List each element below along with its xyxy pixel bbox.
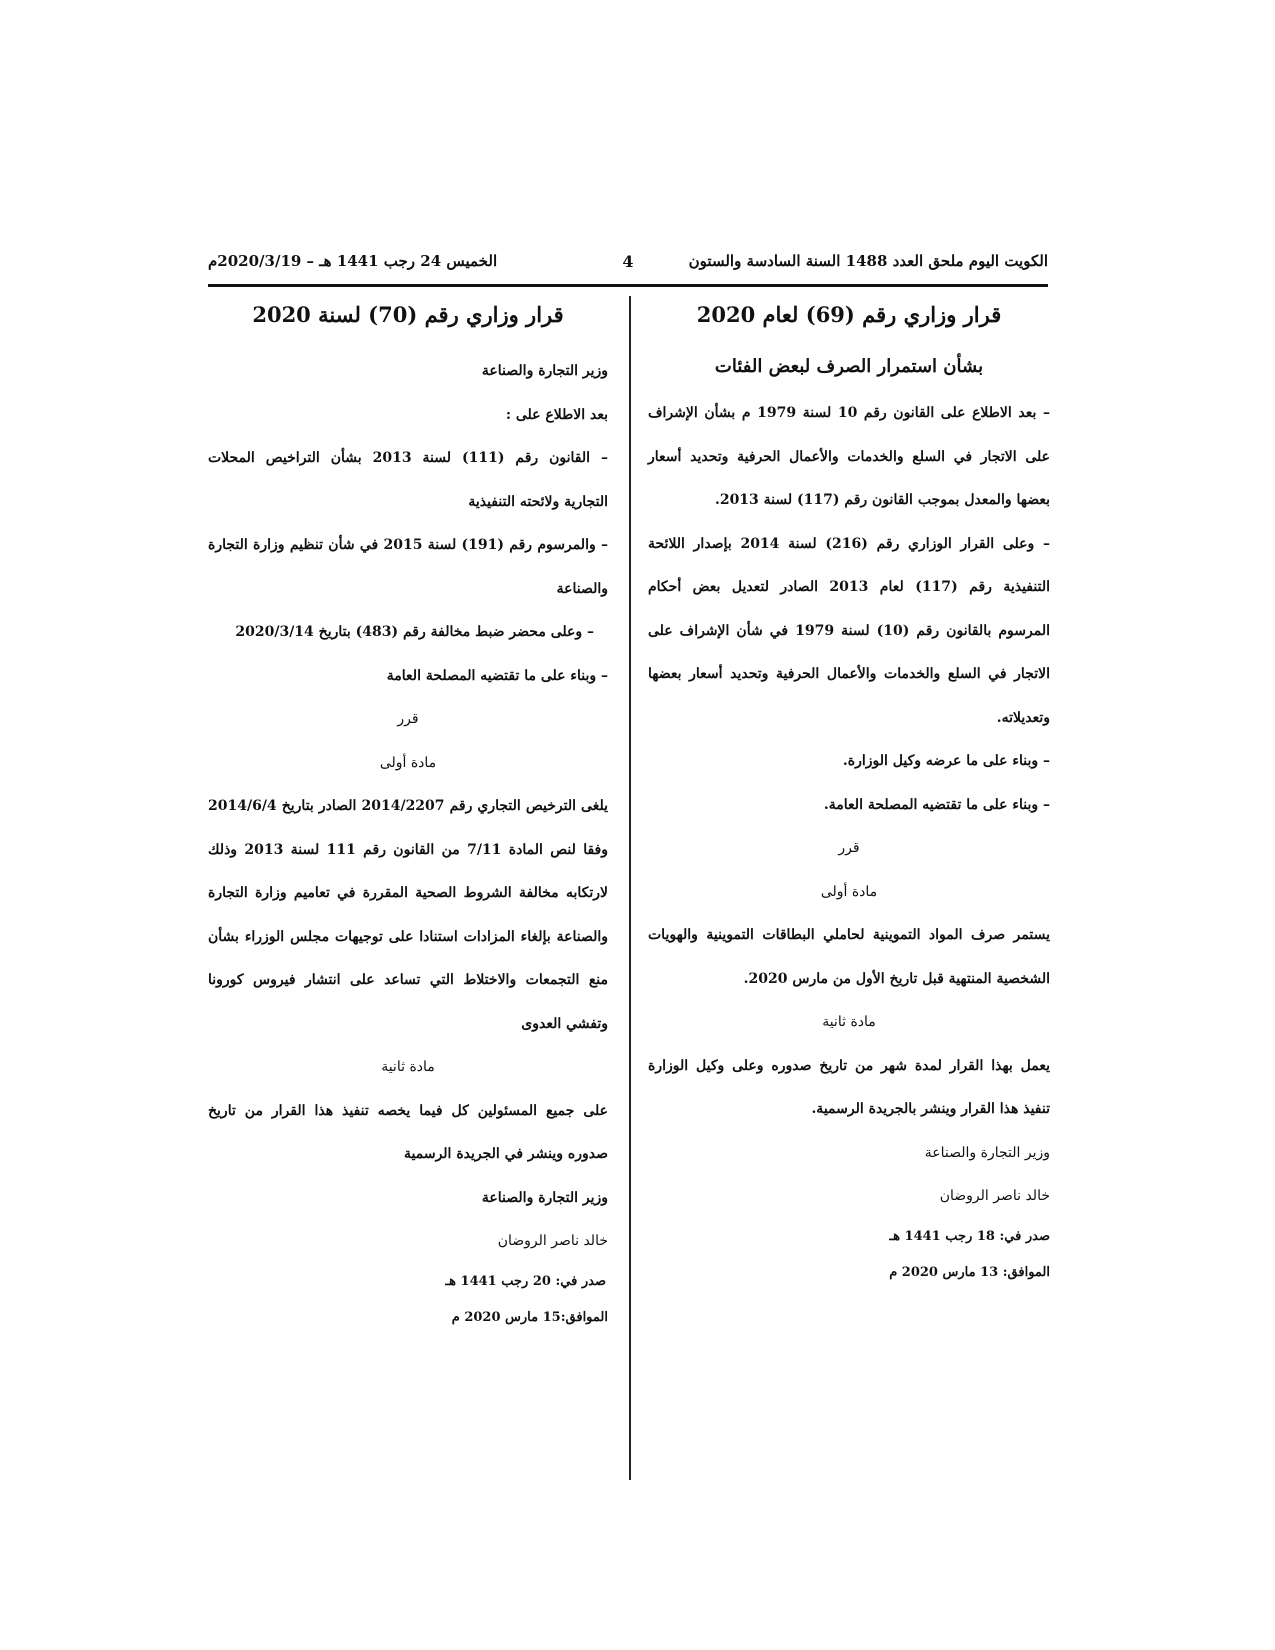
decision-70-minister-intro: وزير التجارة والصناعة — [481, 363, 608, 379]
decision-69-preamble-2: – وعلى القرار الوزاري رقم (216) لسنة 2014 بإصدار اللائحة التنفيذية رقم (117) لعام 2013 الصادر لتعديل بعض أحكام المرسوم بالقانون رقم (10) لسنة 1979 في شأن الإشراف على الاتجار في السلع والخدمات والأعمال الحرفية وتحديد أسعار بعضها وتعديلاته. — [648, 535, 1051, 726]
decision-69-subtitle: بشأن استمرار الصرف لبعض الفئات — [714, 356, 984, 377]
decision-69-title: قرار وزاري رقم (69) لعام 2020 — [696, 302, 1002, 327]
decision-70-title: قرار وزاري رقم (70) لسنة 2020 — [252, 302, 564, 327]
decision-70-corresponding-date: الموافق:15 مارس 2020 م — [451, 1309, 608, 1325]
decision-70-preamble-4: – وبناء على ما تقتضيه المصلحة العامة — [386, 667, 608, 684]
decision-70-article-2-text: على جميع المسئولين كل فيما يخصه تنفيذ هذا القرار من تاريخ صدوره وينشر في الجريدة الرسمية — [208, 1102, 608, 1162]
header-rule — [208, 284, 1048, 287]
gazette-issue: الكويت اليوم ملحق العدد 1488 السنة السادسة والستون — [688, 252, 1048, 270]
decision-70-column — [208, 298, 608, 1336]
decision-70-preamble-2: – والمرسوم رقم (191) لسنة 2015 في شأن تنظيم وزارة التجارة والصناعة — [208, 537, 609, 597]
decision-69-preamble-1: – بعد الاطلاع على القانون رقم 10 لسنة 1979 م بشأن الإشراف على الاتجار في السلع والخدمات والأعمال الحرفية وتحديد أسعار بعضها والمعدل بموجب القانون رقم (117) لسنة 2013. — [648, 405, 1051, 508]
decision-69-article-1-text: يستمر صرف المواد التموينية لحاملي البطاقات التموينية والهويات الشخصية المنتهية قبل تاريخ الأول من مارس 2020. — [648, 927, 1050, 987]
decision-70-minister-title: وزير التجارة والصناعة — [481, 1189, 608, 1206]
decision-70-minister-name: خالد ناصر الروضان — [497, 1233, 608, 1249]
decision-70-decided: قرر — [397, 711, 419, 727]
decision-69-corresponding-date: الموافق: 13 مارس 2020 م — [889, 1264, 1050, 1280]
decision-69-column — [648, 298, 1050, 1291]
decision-69-issued-date: صدر في: 18 رجب 1441 هـ — [889, 1228, 1050, 1244]
decision-69-minister-name: خالد ناصر الروضان — [939, 1188, 1050, 1204]
decision-69-article-2-text: يعمل بهذا القرار لمدة شهر من تاريخ صدوره وعلى وكيل الوزارة تنفيذ هذا القرار وينشر بالجريدة الرسمية. — [648, 1057, 1050, 1117]
decision-69-decided: قرر — [838, 840, 860, 856]
decision-70-article-1-heading: مادة أولى — [379, 754, 437, 771]
decision-69-preamble-4: – وبناء على ما تقتضيه المصلحة العامة. — [823, 796, 1050, 813]
decision-69-article-1-heading: مادة أولى — [820, 883, 878, 900]
decision-70-article-2-heading: مادة ثانية — [381, 1059, 435, 1075]
page-number: 4 — [622, 252, 634, 271]
issue-date: الخميس 24 رجب 1441 هـ – 2020/3/19م — [208, 252, 498, 270]
decision-70-issued-date: صدر في: 20 رجب 1441 هـ — [445, 1273, 606, 1289]
column-divider — [629, 296, 631, 1480]
decision-70-preamble-3: – وعلى محضر ضبط مخالفة رقم (483) بتاريخ 2020/3/14 — [235, 624, 594, 640]
decision-70-article-1-text: يلغى الترخيص التجاري رقم 2014/2207 الصادر بتاريخ 2014/6/4 وفقا لنص المادة 7/11 من القانون رقم 111 لسنة 2013 وذلك لارتكابه مخالفة الشروط الصحية المقررة في تعاميم وزارة التجارة والصناعة بإلغاء المزادات استنادا على توجيهات مجلس الوزراء بشأن منع التجمعات والاختلاط التي تساعد على انتشار فيروس كورونا وتفشي العدوى — [208, 798, 609, 1032]
page-header — [208, 252, 1048, 278]
decision-70-preamble-1: – القانون رقم (111) لسنة 2013 بشأن التراخيص المحلات التجارية ولائحته التنفيذية — [208, 450, 608, 510]
decision-69-minister-title: وزير التجارة والصناعة — [924, 1144, 1050, 1161]
decision-69-preamble-3: – وبناء على ما عرضه وكيل الوزارة. — [842, 753, 1050, 769]
decision-69-article-2-heading: مادة ثانية — [822, 1014, 876, 1030]
decision-70-after-review: بعد الاطلاع على : — [505, 406, 608, 423]
